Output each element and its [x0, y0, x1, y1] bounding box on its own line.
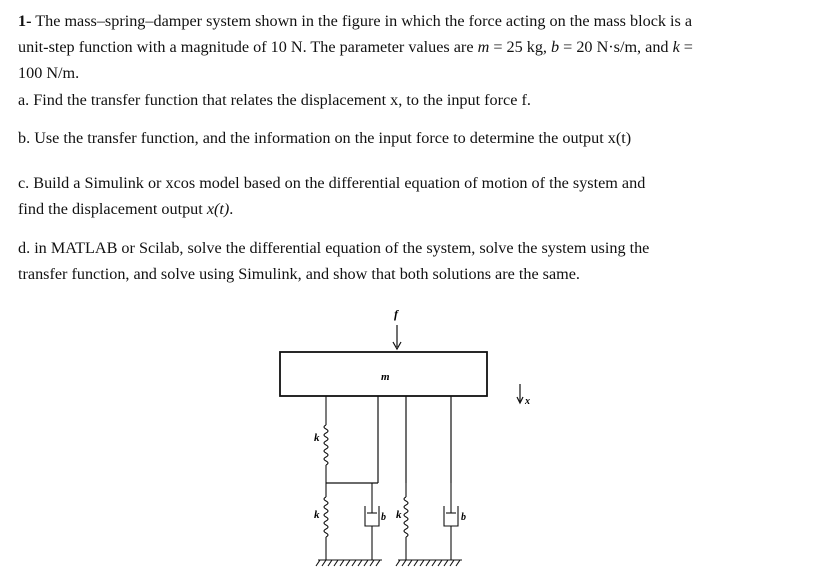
damper-lower-left	[365, 483, 379, 560]
stiffness-symbol: k	[672, 38, 680, 56]
problem-number: 1-	[18, 12, 32, 30]
displacement-label: x	[525, 396, 530, 407]
spring-lower-left	[324, 483, 328, 560]
force-arrow	[393, 325, 401, 349]
mass-label: m	[381, 371, 390, 383]
damper-lower-right	[444, 483, 458, 560]
damper-lower-left-label: b	[381, 512, 386, 523]
problem-intro-text: The mass–spring–damper system shown in the figure in which the force acting on the mass block is a	[35, 12, 693, 30]
mass-symbol: m	[477, 38, 490, 56]
problem-params-text: unit-step function with a magnitude of 10 N. The parameter values are	[18, 38, 478, 56]
part-c-period: .	[229, 200, 234, 218]
part-b-text: b. Use the transfer function, and the information on the input force to determine the output x(t)	[18, 129, 632, 147]
part-a-text: a. Find the transfer function that relates the displacement x, to the input force f.	[18, 91, 531, 109]
spring-lower-left-label: k	[314, 509, 320, 521]
part-d-line-1: d. in MATLAB or Scilab, solve the differential equation of the system, solve the system using the	[18, 239, 650, 257]
part-c-line-1: c. Build a Simulink or xcos model based on the differential equation of motion of the system and	[18, 174, 646, 192]
spring-upper	[324, 396, 328, 483]
ground-right	[396, 560, 462, 566]
force-label: f	[394, 307, 398, 321]
damping-symbol: b	[551, 38, 560, 56]
displacement-arrow	[517, 384, 523, 403]
mass-value: = 25 kg,	[489, 38, 552, 56]
stiffness-equals: =	[679, 38, 693, 56]
damping-value: = 20 N·s/m, and	[559, 38, 673, 56]
part-d-line-2: transfer function, and solve using Simulink, and show that both solutions are the same.	[18, 265, 580, 283]
damper-lower-right-label: b	[461, 512, 466, 523]
stiffness-value: 100 N/m.	[18, 64, 80, 82]
spring-lower-right	[404, 483, 408, 560]
spring-upper-label: k	[314, 432, 320, 444]
ground-left	[316, 560, 382, 566]
spring-lower-right-label: k	[396, 509, 402, 521]
output-xt: x(t)	[206, 200, 230, 218]
part-c-text: find the displacement output	[18, 200, 207, 218]
